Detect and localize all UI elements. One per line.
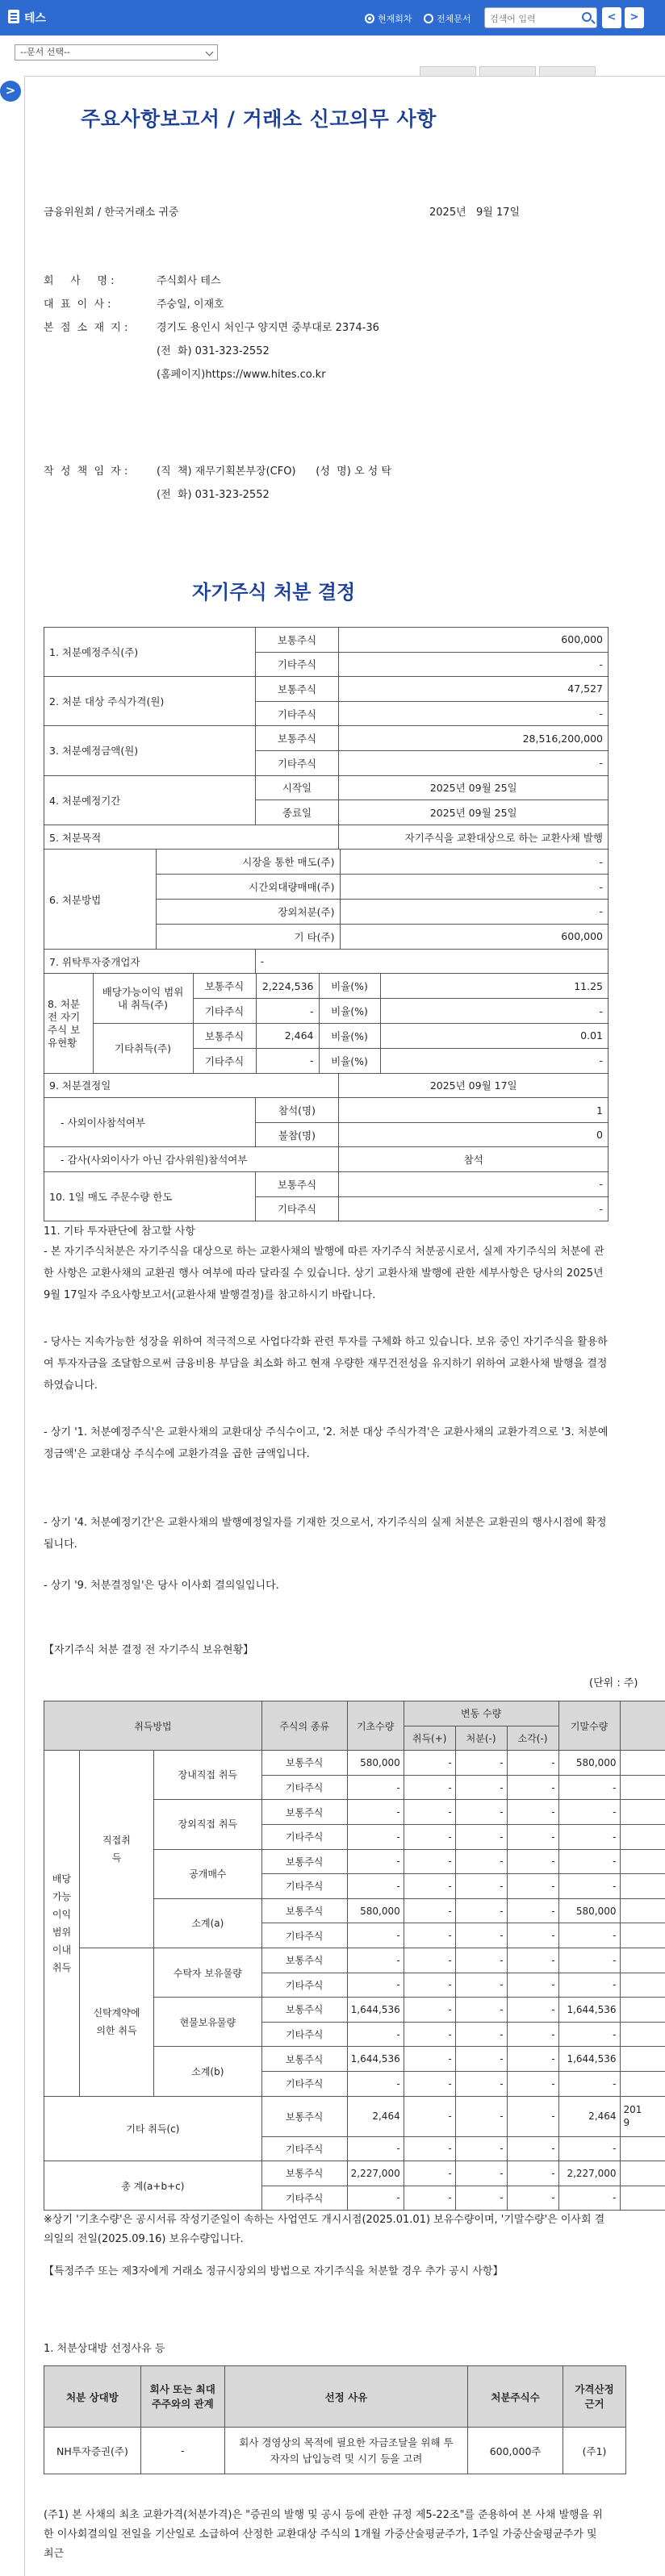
cell xyxy=(620,1948,665,1973)
group-label: 배당가능이익범위이내취득 xyxy=(44,1751,80,2096)
table-row xyxy=(44,1098,609,1123)
table-row xyxy=(44,825,609,850)
note-paragraph: - 당사는 지속가능한 성장을 위하여 적극적으로 사업다각화 관련 투자를 구체화 하고 있습니다. 보유 중인 자기주식을 활용하여 투자자금을 조달함으로써 금융비용 부담을 최소화 하고 현재 우량한 재무건전성을 유지하기 위하여 교환사채 발행을 결정하였습니다. xyxy=(44,1336,608,1392)
row-label: 4. 처분예정기간 xyxy=(44,775,256,825)
table-row xyxy=(44,1948,665,1973)
cell: 보통주식 xyxy=(261,2096,347,2136)
cell: - xyxy=(404,2136,455,2161)
cell: - xyxy=(340,850,608,875)
table-row xyxy=(44,2428,626,2474)
cell: - xyxy=(347,1948,404,1973)
method-block xyxy=(44,850,609,949)
table-row xyxy=(44,949,609,974)
cell: - xyxy=(455,1923,507,1948)
cell: 600,000주 xyxy=(468,2428,563,2474)
cell: 자기주식을 교환대상으로 하는 교환사채 발행 xyxy=(339,825,609,850)
column-header: 소각(-) xyxy=(507,1726,558,1751)
note-paragraph: - 본 자기주식처분은 자기주식을 대상으로 하는 교환사채의 발행에 따른 자기주식 처분공시로서, 실제 자기주식의 처분에 관한 사항은 교환사채의 교환권 행사 여부에 따라 달라질 수 있습니다. 상기 교환사채 발행에 관한 세부사항은 당사의 2025년 9월 17일자 주요사항보고서(교환사채 발행결정)를 참고하시기 바랍니다. xyxy=(44,1246,604,1301)
chevron-down-icon xyxy=(206,48,214,56)
cell xyxy=(620,1898,665,1923)
row-label: 7. 위탁투자중개업자 xyxy=(44,949,256,974)
cell: - xyxy=(380,1048,608,1073)
cell: - xyxy=(455,2136,507,2161)
cell: 장외처분(주) xyxy=(156,900,340,925)
cell xyxy=(620,2022,665,2047)
radio-unselected-icon xyxy=(424,14,433,23)
cell: 보통주식 xyxy=(261,1800,347,1825)
column-header: 처분주식수 xyxy=(468,2366,563,2428)
holdings-table xyxy=(44,1701,665,2211)
writer-phone: (전 화) 031-323-2552 xyxy=(157,489,270,501)
row-label: 1. 처분예정주식(주) xyxy=(44,628,256,677)
cell: 2025년 09월 25일 xyxy=(339,800,609,825)
cell: - xyxy=(347,1973,404,1998)
column-header: 선정 사유 xyxy=(224,2366,467,2428)
search-input[interactable] xyxy=(490,11,577,26)
cell xyxy=(620,1751,665,1776)
cell: - xyxy=(339,1196,609,1221)
row-label: 9. 처분결정일 xyxy=(44,1073,339,1098)
cell: - xyxy=(507,2071,558,2096)
cell-text: 9 xyxy=(623,2117,630,2128)
recipient: 금융위원회 / 한국거래소 귀중 xyxy=(44,207,179,219)
radio-current-label: 현재회차 xyxy=(378,14,412,24)
cell: (주1) xyxy=(563,2428,626,2474)
cell: - xyxy=(558,2136,620,2161)
column-header xyxy=(620,1701,665,1751)
company-name: 주식회사 테스 xyxy=(157,275,221,287)
cell: - xyxy=(339,750,609,775)
column-header: 처분 상대방 xyxy=(44,2366,141,2428)
cell: 1,644,536 xyxy=(347,2047,404,2072)
company-homepage: (홈페이지)https://www.hites.co.kr xyxy=(157,369,326,381)
holding-title: 【자기주식 처분 결정 전 자기주식 보유현황】 xyxy=(44,1644,254,1656)
cell: 비율(%) xyxy=(319,974,380,999)
cell: 28,516,200,000 xyxy=(339,726,609,751)
cell: - xyxy=(507,2161,558,2186)
group-label: 신탁계약에 의한 취득 xyxy=(79,1948,153,2096)
cell: - xyxy=(255,949,608,974)
cell: 보통주식 xyxy=(261,2161,347,2186)
cell: - xyxy=(558,1849,620,1874)
cell: 보통주식 xyxy=(193,974,256,999)
cell: - xyxy=(455,1973,507,1998)
cell: 580,000 xyxy=(558,1751,620,1776)
ceo-label: 대 표 이 사 : xyxy=(44,299,111,311)
cell: - xyxy=(558,2022,620,2047)
unit-label: (단위 : 주) xyxy=(589,1677,638,1689)
cell: - xyxy=(507,1849,558,1874)
cell: 580,000 xyxy=(347,1751,404,1776)
cell: 2,464 xyxy=(256,1024,319,1049)
radio-selected-icon xyxy=(365,14,374,23)
note-paragraph: - 상기 '9. 처분결정일'은 당사 이사회 결의일입니다. xyxy=(44,1580,279,1592)
method-label: 현물보유물량 xyxy=(153,1998,261,2047)
cell: - xyxy=(558,1948,620,1973)
cell: - xyxy=(455,1898,507,1923)
cell: - xyxy=(404,1948,455,1973)
counterparty-footnote: (주1) 본 사채의 최초 교환가격(처분가격)은 "증권의 발행 및 공시 등에 관한 규정 제5-22조"를 준용하여 본 사채 발행을 위한 이사회결의일 전일을 기산일로 소급하여 산정한 교환대상 주식의 1개월 가중산술평균주가, 1주일 가중산술평균주가 및 최근 xyxy=(44,2509,603,2560)
column-header: 처분(-) xyxy=(455,1726,507,1751)
table-row xyxy=(44,628,609,653)
cell: 보통주식 xyxy=(255,628,339,653)
cell xyxy=(620,1874,665,1899)
cell: - xyxy=(339,652,609,677)
cell xyxy=(620,2096,665,2136)
counterparty-intro: 【특정주주 또는 제3자에게 거래소 정규시장외의 방법으로 자기주식을 처분할 경우 추가 공시 사항】 xyxy=(44,2265,504,2277)
cell: - xyxy=(404,2047,455,2072)
cell: 0.01 xyxy=(380,1024,608,1049)
cell: - xyxy=(507,1874,558,1899)
cell: - xyxy=(140,2428,224,2474)
top-bar xyxy=(0,0,665,35)
cell: - xyxy=(507,1948,558,1973)
table-row xyxy=(44,850,608,875)
cell: 보통주식 xyxy=(255,726,339,751)
cell xyxy=(620,1824,665,1849)
cell: 기타주식 xyxy=(255,750,339,775)
search-box xyxy=(484,7,597,28)
cell: - xyxy=(507,2047,558,2072)
cell: - xyxy=(347,1800,404,1825)
cell: 보통주식 xyxy=(255,1172,339,1197)
cell: - xyxy=(455,1874,507,1899)
cell: - xyxy=(507,1751,558,1776)
row-label: 3. 처분예정금액(원) xyxy=(44,726,256,775)
method-label: 공개매수 xyxy=(153,1849,261,1898)
address: 경기도 용인시 처인구 양지면 중부대로 2374-36 xyxy=(157,322,379,334)
cell-text: 201 xyxy=(623,2104,642,2115)
cell: - xyxy=(455,2161,507,2186)
method-label: 수탁자 보유물량 xyxy=(153,1948,261,1997)
radio-all-docs[interactable] xyxy=(424,12,471,25)
table-row xyxy=(44,775,609,800)
cell xyxy=(620,1775,665,1800)
cell: - xyxy=(340,875,608,900)
document-select[interactable] xyxy=(15,44,218,61)
cell xyxy=(620,1998,665,2023)
cell: 1,644,536 xyxy=(558,2047,620,2072)
cell: - xyxy=(347,1775,404,1800)
radio-current-round[interactable] xyxy=(365,12,412,25)
table-row xyxy=(44,1701,665,1726)
next-result-button[interactable]: > xyxy=(625,7,644,28)
cell: 기타주식 xyxy=(255,1196,339,1221)
table-row xyxy=(44,974,609,1073)
cell: 기타주식 xyxy=(193,999,256,1024)
cell: - xyxy=(404,2096,455,2136)
cell xyxy=(620,2136,665,2161)
table-row xyxy=(44,2096,665,2136)
cell: 기타주식 xyxy=(261,2136,347,2161)
cell: - xyxy=(404,1824,455,1849)
writer-label: 작 성 책 임 자 : xyxy=(44,466,128,478)
cell: 2,227,000 xyxy=(347,2161,404,2186)
cell: - xyxy=(404,1898,455,1923)
document-icon xyxy=(8,10,19,23)
cell: 보통주식 xyxy=(261,1751,347,1776)
cell: - xyxy=(347,2136,404,2161)
report-title: 주요사항보고서 / 거래소 신고의무 사항 xyxy=(81,107,437,131)
company-name-label: 회 사 명 : xyxy=(44,275,115,287)
cell xyxy=(620,1849,665,1874)
address-label: 본 점 소 재 지 : xyxy=(44,322,128,334)
cell: 기타주식 xyxy=(261,1923,347,1948)
cell: 보통주식 xyxy=(261,1948,347,1973)
cell: 1,644,536 xyxy=(347,1998,404,2023)
cell: - xyxy=(347,1923,404,1948)
cell: 시작일 xyxy=(255,775,339,800)
cell: - xyxy=(404,1998,455,2023)
cell: 600,000 xyxy=(339,628,609,653)
counterparty-table xyxy=(44,2365,626,2474)
cell: - xyxy=(380,999,608,1024)
table-row xyxy=(44,1073,609,1098)
cell: 580,000 xyxy=(558,1898,620,1923)
cell: - xyxy=(455,1775,507,1800)
row-label: 8. 처분 전 자기주식 보유현황 xyxy=(44,974,93,1072)
cell: 기 타(주) xyxy=(156,924,340,949)
cell: 기타주식 xyxy=(261,1973,347,1998)
cell: - xyxy=(455,2047,507,2072)
notes-heading: 11. 기타 투자판단에 참고할 사항 xyxy=(44,1225,195,1238)
table-row xyxy=(44,974,608,999)
cell: - xyxy=(347,1824,404,1849)
cell: - xyxy=(507,1775,558,1800)
counterparty-heading: 1. 처분상대방 선정사유 등 xyxy=(44,2343,165,2355)
document-select-value: --문서 선택-- xyxy=(20,47,70,57)
cell: - xyxy=(558,2186,620,2211)
holdings-block xyxy=(44,974,609,1073)
row-label: 2. 처분 대상 주식가격(원) xyxy=(44,677,256,726)
cell: - xyxy=(507,2096,558,2136)
radio-all-label: 전체문서 xyxy=(437,14,471,24)
cell: - xyxy=(404,2022,455,2047)
cell: - xyxy=(455,1824,507,1849)
app-title: 테스 xyxy=(24,12,47,25)
cell: - xyxy=(347,2071,404,2096)
cell: - xyxy=(558,2071,620,2096)
column-header: 회사 또는 최대주주와의 관계 xyxy=(140,2366,224,2428)
row-label: 6. 처분방법 xyxy=(44,850,156,948)
cell: 보통주식 xyxy=(255,677,339,702)
table-row xyxy=(44,850,609,949)
cell: 2025년 09월 25일 xyxy=(339,775,609,800)
note-paragraph: - 상기 '1. 처분예정주식'은 교환사채의 교환대상 주식수이고, '2. 처분 대상 주식가격'은 교환사채의 교환가격으로 '3. 처분예정금액'은 교환대상 주식수에 교환가격을 곱한 금액입니다. xyxy=(44,1426,609,1460)
cell: - xyxy=(347,1874,404,1899)
cell xyxy=(620,2047,665,2072)
cell: - xyxy=(404,2186,455,2211)
method-label: 총 계(a+b+c) xyxy=(44,2161,262,2211)
cell: - xyxy=(455,2071,507,2096)
writer-title: (직 책) 재무기획본부장(CFO) (성 명) 오 성 탁 xyxy=(157,466,391,478)
cell: - xyxy=(404,2071,455,2096)
cell: - xyxy=(404,1775,455,1800)
column-header: 기초수량 xyxy=(347,1701,404,1751)
cell: - xyxy=(507,1800,558,1825)
cell: 회사 경영상의 목적에 필요한 자금조달을 위해 투자자의 납입능력 및 시기 등을 고려 xyxy=(224,2428,467,2474)
cell: 47,527 xyxy=(339,677,609,702)
cell: 2,227,000 xyxy=(558,2161,620,2186)
cell: - xyxy=(507,1898,558,1923)
cell: 1,644,536 xyxy=(558,1998,620,2023)
cell: 보통주식 xyxy=(261,1849,347,1874)
cell: - xyxy=(455,1849,507,1874)
cell: 불참(명) xyxy=(255,1122,339,1147)
cell xyxy=(620,1800,665,1825)
cell: - xyxy=(507,2136,558,2161)
method-subtable xyxy=(44,850,608,948)
row-label: 5. 처분목적 xyxy=(44,825,339,850)
cell xyxy=(620,1923,665,1948)
cell: - xyxy=(339,1172,609,1197)
cell: - xyxy=(339,701,609,726)
cell: 보통주식 xyxy=(261,2047,347,2072)
cell: - xyxy=(455,1751,507,1776)
row-label: - 감사(사외이사가 아닌 감사위원)참석여부 xyxy=(44,1147,339,1172)
cell: - xyxy=(347,1849,404,1874)
cell: 보통주식 xyxy=(261,1998,347,2023)
cell: - xyxy=(558,1800,620,1825)
cell: 1 xyxy=(339,1098,609,1123)
cell: 기타주식 xyxy=(261,2071,347,2096)
note-paragraph: - 상기 '4. 처분예정기간'은 교환사채의 발행예정일자를 기재한 것으로서, 자기주식의 실제 처분은 교환권의 행사시점에 확정됩니다. xyxy=(44,1517,607,1551)
cell: 배당가능이익 범위 내 취득(주) xyxy=(93,974,193,1023)
cell: - xyxy=(347,2186,404,2211)
cell: - xyxy=(507,1824,558,1849)
cell: 종료일 xyxy=(255,800,339,825)
column-header: 가격산정근거 xyxy=(563,2366,626,2428)
cell: - xyxy=(347,2022,404,2047)
cell: 참석(명) xyxy=(255,1098,339,1123)
table-row xyxy=(44,1024,608,1049)
cell: - xyxy=(404,1849,455,1874)
cell: - xyxy=(507,1973,558,1998)
cell: 비율(%) xyxy=(319,1024,380,1049)
prev-result-button[interactable]: < xyxy=(602,7,621,28)
cell: 0 xyxy=(339,1122,609,1147)
group-label: 직접취득 xyxy=(79,1751,153,1948)
table-row xyxy=(44,1172,609,1197)
method-label: 소계(b) xyxy=(153,2047,261,2096)
row-label: - 사외이사참석여부 xyxy=(44,1098,256,1147)
column-header: 취득방법 xyxy=(44,1701,262,1751)
cell: 기타주식 xyxy=(255,701,339,726)
table-row xyxy=(44,2366,626,2428)
method-label: 장내직접 취득 xyxy=(153,1751,261,1800)
cell: 2025년 09월 17일 xyxy=(339,1073,609,1098)
cell: - xyxy=(340,900,608,925)
cell xyxy=(620,2071,665,2096)
cell: - xyxy=(404,1973,455,1998)
cell: 11.25 xyxy=(380,974,608,999)
column-header: 기말수량 xyxy=(558,1701,620,1751)
cell: - xyxy=(558,1824,620,1849)
cell: - xyxy=(558,1973,620,1998)
cell: 보통주식 xyxy=(193,1024,256,1049)
cell: - xyxy=(256,1048,319,1073)
cell: 기타주식 xyxy=(261,2022,347,2047)
cell: - xyxy=(507,1998,558,2023)
cell: - xyxy=(256,999,319,1024)
cell: 시장을 통한 매도(주) xyxy=(156,850,340,875)
cell xyxy=(620,2161,665,2186)
cell: 2,464 xyxy=(558,2096,620,2136)
cell: - xyxy=(558,1775,620,1800)
cell: 시간외대량매매(주) xyxy=(156,875,340,900)
table-row xyxy=(44,2161,665,2186)
column-header: 변동 수량 xyxy=(404,1701,558,1726)
row-label: 10. 1일 매도 주문수량 한도 xyxy=(44,1172,256,1221)
disposal-table xyxy=(44,627,609,1221)
cell: - xyxy=(404,1800,455,1825)
cell: 600,000 xyxy=(340,924,608,949)
cell: 참석 xyxy=(339,1147,609,1172)
holding-note: ※상기 '기초수량'은 공시서류 작성기준일이 속하는 사업연도 개시시점(2025.01.01) 보유수량이며, '기말수량'은 이사회 결의일의 전일(2025.09.16) 보유수량입니다. xyxy=(44,2214,605,2245)
method-label: 장외직접 취득 xyxy=(153,1800,261,1849)
cell: 기타취득(주) xyxy=(93,1024,193,1073)
table-row xyxy=(44,726,609,751)
cell: - xyxy=(507,1923,558,1948)
cell: - xyxy=(404,1923,455,1948)
cell: - xyxy=(404,1751,455,1776)
cell: 보통주식 xyxy=(261,1898,347,1923)
holdings-subtable xyxy=(44,974,608,1072)
cell: NH투자증권(주) xyxy=(44,2428,141,2474)
method-label: 소계(a) xyxy=(153,1898,261,1948)
company-phone: (전 화) 031-323-2552 xyxy=(157,345,270,357)
cell: 580,000 xyxy=(347,1898,404,1923)
search-icon[interactable] xyxy=(582,12,592,22)
cell: - xyxy=(507,2186,558,2211)
column-header: 취득(+) xyxy=(404,1726,455,1751)
cell: - xyxy=(455,2186,507,2211)
column-header: 주식의 종류 xyxy=(261,1701,347,1751)
cell: 2,224,536 xyxy=(256,974,319,999)
sidebar-toggle-button[interactable]: > xyxy=(0,81,21,102)
table-row xyxy=(44,1147,609,1172)
cell: 기타주식 xyxy=(261,1874,347,1899)
cell: 기타주식 xyxy=(255,652,339,677)
cell: - xyxy=(455,1800,507,1825)
cell: 기타주식 xyxy=(193,1048,256,1073)
cell: 기타주식 xyxy=(261,1824,347,1849)
table-row xyxy=(44,1751,665,1776)
cell: - xyxy=(455,1998,507,2023)
report-date: 2025년 9월 17일 xyxy=(429,207,521,219)
method-label: 기타 취득(c) xyxy=(44,2096,262,2161)
cell: 비율(%) xyxy=(319,999,380,1024)
cell: - xyxy=(558,1923,620,1948)
cell: 비율(%) xyxy=(319,1048,380,1073)
cell: 2,464 xyxy=(347,2096,404,2136)
cell xyxy=(620,1973,665,1998)
cell: - xyxy=(404,2161,455,2186)
cell: - xyxy=(507,2022,558,2047)
cell: - xyxy=(404,1874,455,1899)
cell: - xyxy=(455,1948,507,1973)
cell: - xyxy=(455,2096,507,2136)
cell: 기타주식 xyxy=(261,2186,347,2211)
cell: 기타주식 xyxy=(261,1775,347,1800)
cell: - xyxy=(455,2022,507,2047)
section-title: 자기주식 처분 결정 xyxy=(192,580,356,603)
table-row xyxy=(44,677,609,702)
cell xyxy=(620,2186,665,2211)
ceo: 주숭일, 이재호 xyxy=(157,299,224,311)
cell: - xyxy=(558,1874,620,1899)
